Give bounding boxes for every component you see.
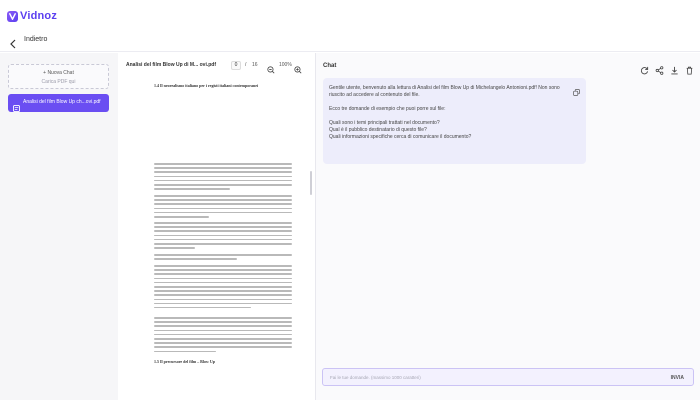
page-total: 16 (252, 62, 258, 68)
share-icon[interactable] (655, 62, 664, 71)
chat-title: Chat (323, 63, 337, 69)
pdf-viewer (118, 53, 316, 400)
page-paragraph (154, 254, 292, 262)
back-link[interactable]: Indietro (24, 36, 48, 43)
new-chat-label: + Nuova Chat (43, 70, 74, 76)
page-heading: 1.4 Il neorealismo italiano per i registi italiani contemporanei (154, 83, 259, 88)
assistant-message (323, 78, 586, 164)
zoom-in-icon[interactable] (294, 61, 302, 69)
pdf-toolbar (118, 53, 316, 77)
message-line: Ecco tre domande di esempio che puoi porre sul file: (329, 106, 446, 112)
document-title: Analisi del film Blow Up di M... ovi.pdf (126, 62, 217, 68)
pdf-page (149, 77, 301, 392)
chevron-left-icon[interactable] (9, 36, 17, 46)
page-paragraph (154, 195, 292, 220)
file-sidebar (0, 53, 118, 400)
sidebar-file-label: Analisi del film Blow Up ch...ovi.pdf (23, 99, 101, 105)
chat-input-box (322, 368, 694, 386)
message-line: riuscito ad accedere al contenuto del file. (329, 92, 420, 98)
top-bar (0, 0, 700, 30)
logo-text: Vidnoz (20, 10, 58, 22)
question-input[interactable] (330, 373, 650, 382)
page-paragraph (154, 265, 292, 311)
send-button[interactable]: INVIA (670, 375, 684, 381)
scrollbar-thumb[interactable] (310, 171, 312, 195)
page-paragraph (154, 222, 292, 251)
suggested-question[interactable]: Quali sono i temi principali trattati nel documento? (329, 120, 440, 126)
chat-panel (316, 53, 700, 400)
page-separator: / (245, 62, 247, 68)
download-icon[interactable] (670, 62, 679, 71)
page-number-input[interactable]: 0 (231, 61, 241, 70)
page-section-heading: 1.5 Il precursore del film – Blow Up (154, 359, 215, 364)
refresh-icon[interactable] (640, 62, 649, 71)
chat-toolbar (640, 62, 694, 71)
chat-file-icon (13, 99, 20, 106)
copy-icon[interactable] (573, 83, 580, 90)
sidebar-file-item[interactable] (8, 94, 109, 112)
page-paragraph (154, 163, 292, 192)
suggested-question[interactable]: Qual è il pubblico destinatario di questo file? (329, 127, 427, 133)
message-line: Gentile utente, benvenuto alla lettura di Analisi del film Blow Up di Michelangelo Antonioni.pdf! Non sono (329, 85, 560, 91)
upload-hint: Carica PDF qui (41, 79, 76, 85)
suggested-question[interactable]: Quali informazioni specifiche cerca di comunicare il documento? (329, 134, 472, 140)
zoom-level: 100% (279, 62, 292, 68)
logo-icon (7, 11, 18, 22)
zoom-out-icon[interactable] (267, 61, 275, 69)
new-chat-button[interactable] (8, 64, 109, 89)
vidnoz-logo[interactable] (7, 10, 57, 22)
back-bar (0, 30, 700, 52)
page-paragraph (154, 317, 292, 355)
trash-icon[interactable] (685, 62, 694, 71)
